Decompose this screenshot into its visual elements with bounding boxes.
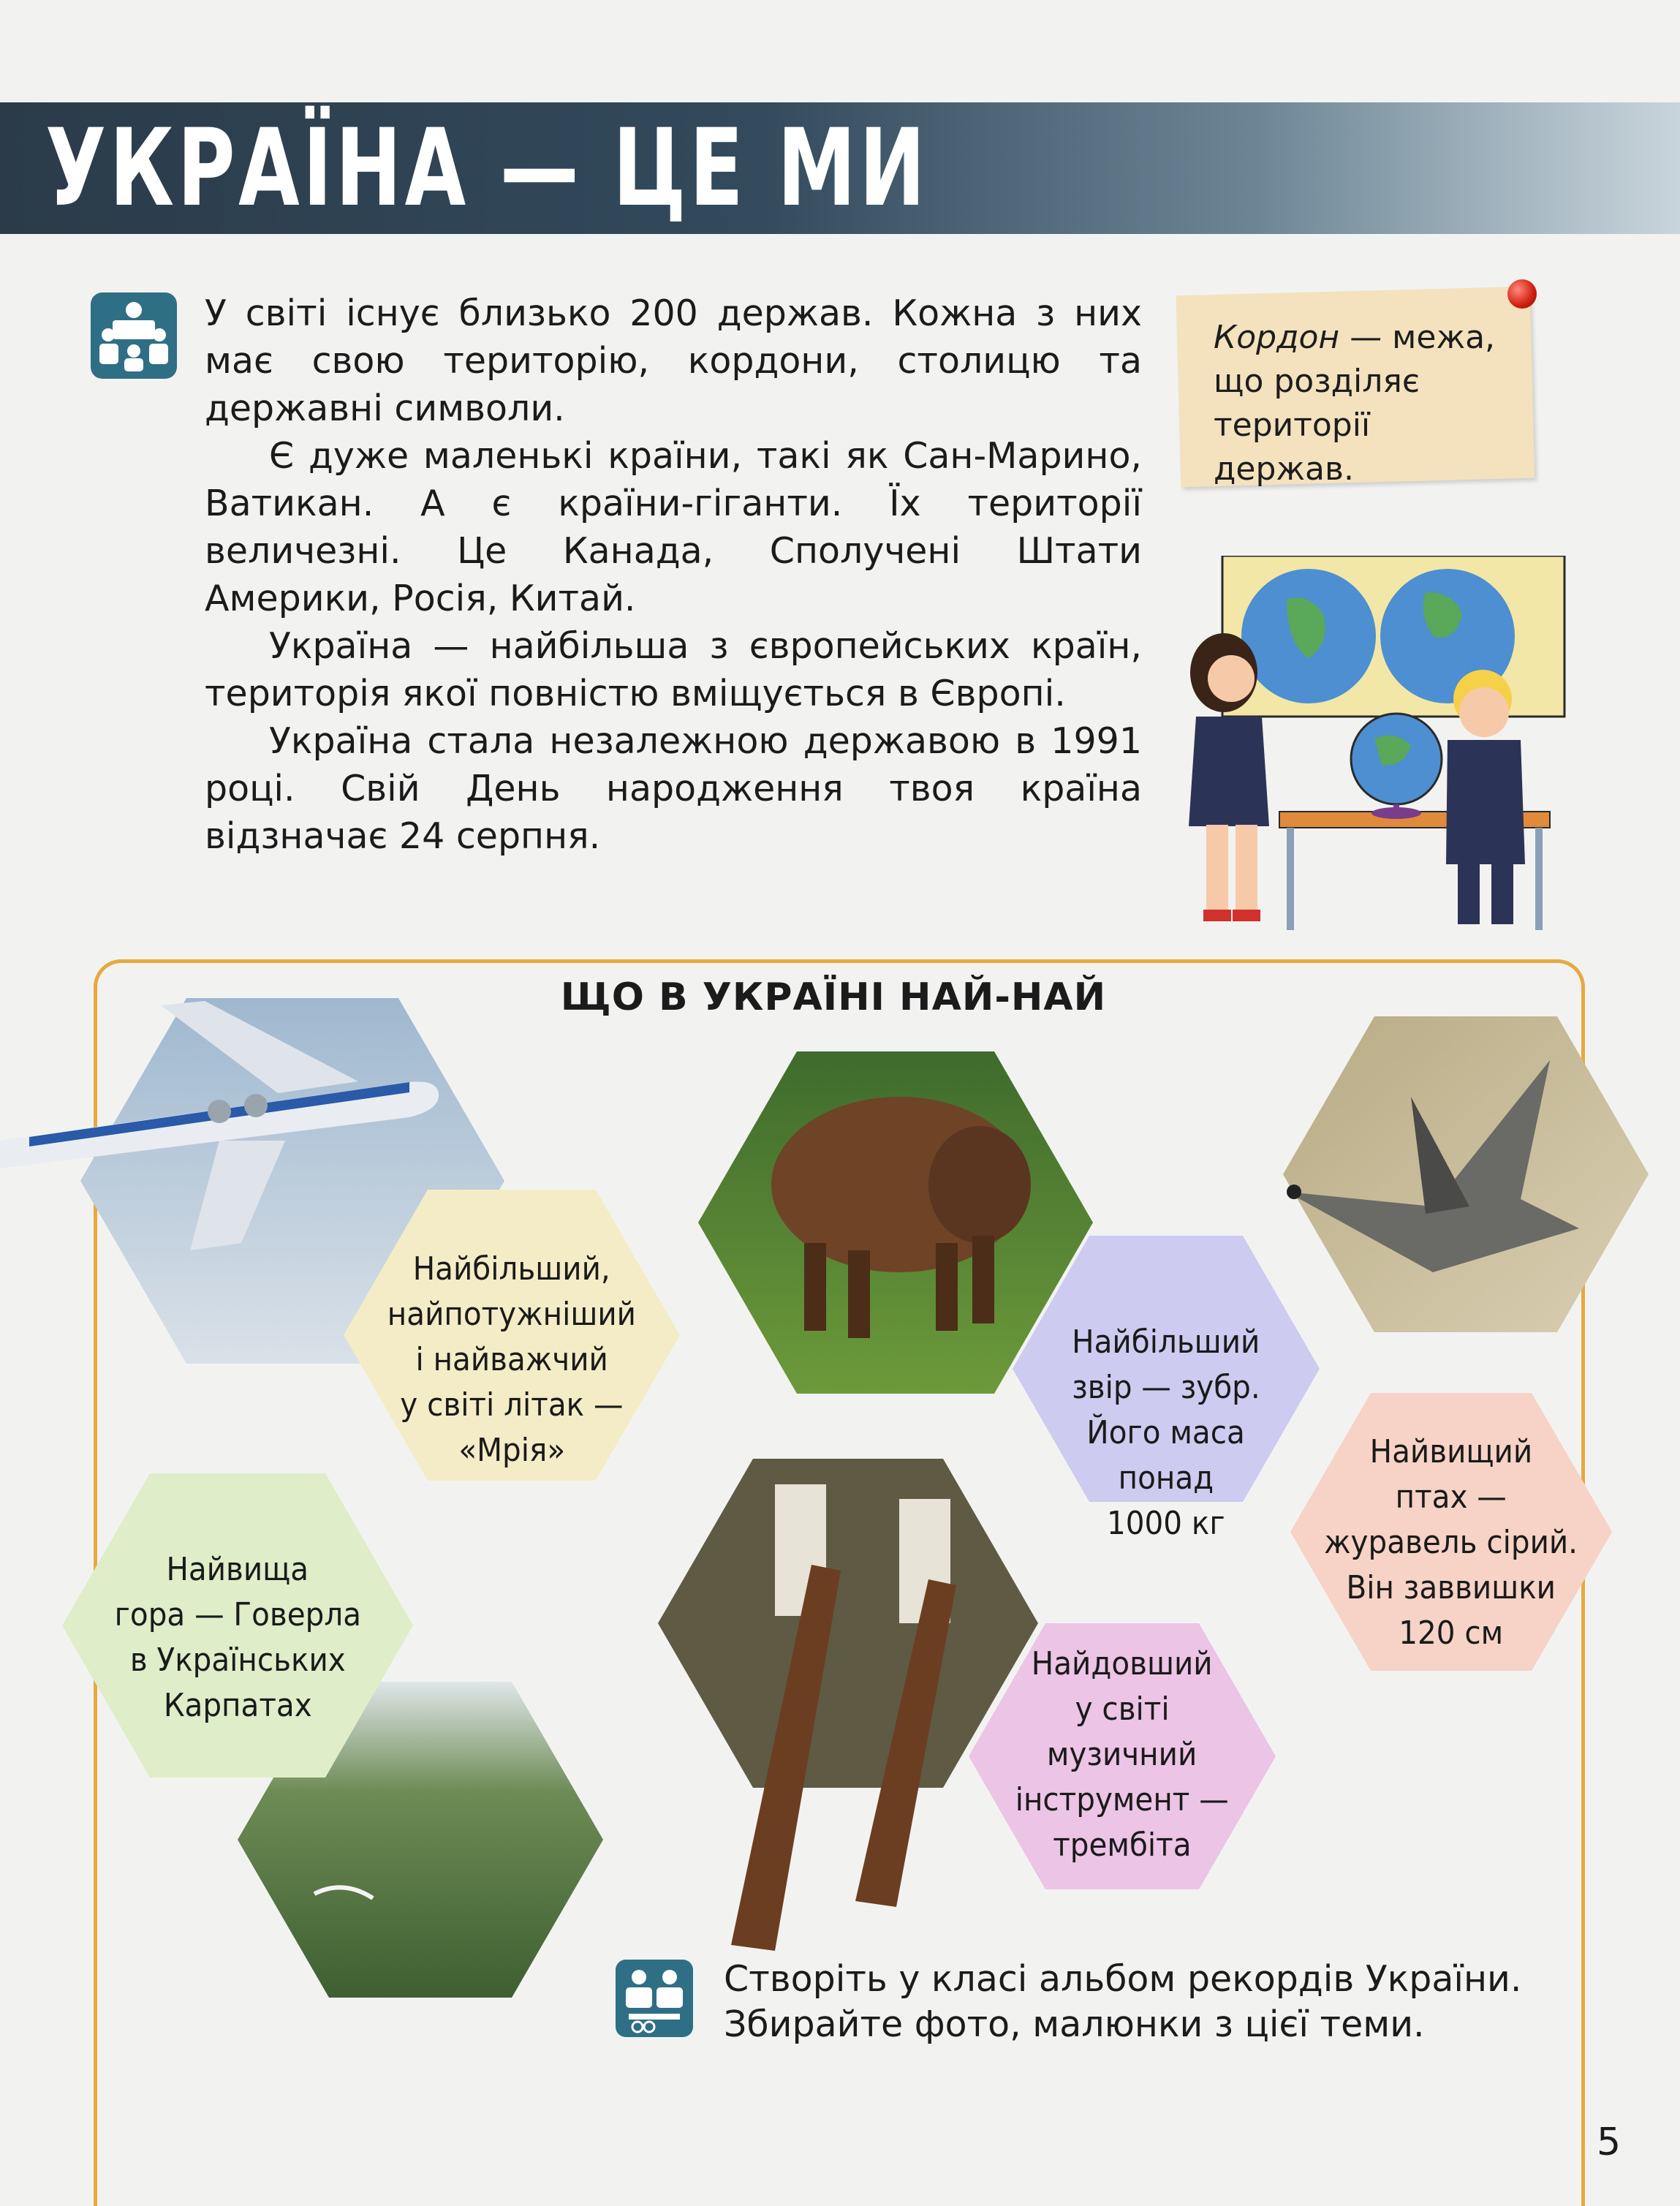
definition-body: — межа, що розділяє території держав.	[1214, 319, 1496, 488]
records-title: ЩО В УКРАЇНІ НАЙ-НАЙ	[560, 975, 1107, 1019]
page-title: УКРАЇНА — ЦЕ МИ	[45, 106, 929, 230]
task-line: Збирайте фото, малюнки з цієї теми.	[724, 2003, 1425, 2045]
fact-line: звір — зубр.	[1072, 1369, 1260, 1406]
fact-line: музичний	[1047, 1736, 1197, 1773]
fact-crane	[1301, 1426, 1601, 1660]
fact-line: 1000 кг	[1107, 1505, 1225, 1542]
fact-line: Він заввишки	[1346, 1569, 1556, 1606]
fact-line: 120 см	[1399, 1614, 1504, 1652]
definition-term: Кордон	[1214, 319, 1340, 356]
fact-airplane	[358, 1243, 665, 1477]
fact-line: Найбільший	[1072, 1323, 1260, 1361]
task-line: Створіть у класі альбом рекордів України.	[724, 1958, 1522, 2000]
fact-line: «Мрія»	[458, 1432, 565, 1469]
intro-paragraph: Україна стала незалежною державою в 1991 році. Свій День народження твоя країна відзначає 24 серпня.	[205, 720, 1142, 857]
fact-line: Найдовший	[1032, 1645, 1213, 1682]
fact-line: журавель сірий.	[1324, 1524, 1578, 1561]
fact-line: Найвищий	[1369, 1433, 1533, 1470]
fact-line: у світі літак —	[400, 1386, 624, 1424]
fact-line: Найбільший,	[412, 1250, 611, 1288]
task-text	[724, 1957, 1572, 2047]
fact-goverla	[80, 1543, 395, 1733]
fact-line: найпотужніший	[387, 1296, 637, 1333]
fact-bison	[1023, 1316, 1309, 1550]
fact-line: у світі	[1075, 1691, 1170, 1728]
intro-paragraph: Україна — найбільша з європейських країн, територія якої повністю вміщується в Європі.	[205, 625, 1142, 714]
crane-photo	[1283, 1016, 1649, 1332]
fact-trembita	[980, 1638, 1265, 1872]
group-work-icon	[616, 1960, 693, 2037]
intro-paragraph: Є дуже маленькі країни, такі як Сан-Марино, Ватикан. А є країни-гіганти. Їх території величезні. Це Канада, Сполучені Штати Америки, Росія, Китай.	[205, 435, 1142, 619]
fact-line: понад	[1118, 1459, 1214, 1497]
fact-line: Його маса	[1086, 1414, 1246, 1451]
fact-line: Найвища	[166, 1551, 309, 1588]
fact-line: Карпатах	[163, 1687, 312, 1724]
fact-line: трембіта	[1053, 1827, 1192, 1864]
fact-line: і найважчий	[415, 1341, 608, 1378]
fact-line: гора — Говерла	[114, 1596, 361, 1633]
fact-line: в Українських	[129, 1642, 346, 1679]
fact-line: інструмент —	[1015, 1781, 1230, 1818]
page-number: 5	[1597, 2120, 1622, 2164]
fact-line: птах —	[1395, 1478, 1507, 1516]
intro-paragraph: У світі існує близько 200 держав. Кожна з них має свою територію, кордони, столицю та державні символи.	[205, 292, 1142, 429]
